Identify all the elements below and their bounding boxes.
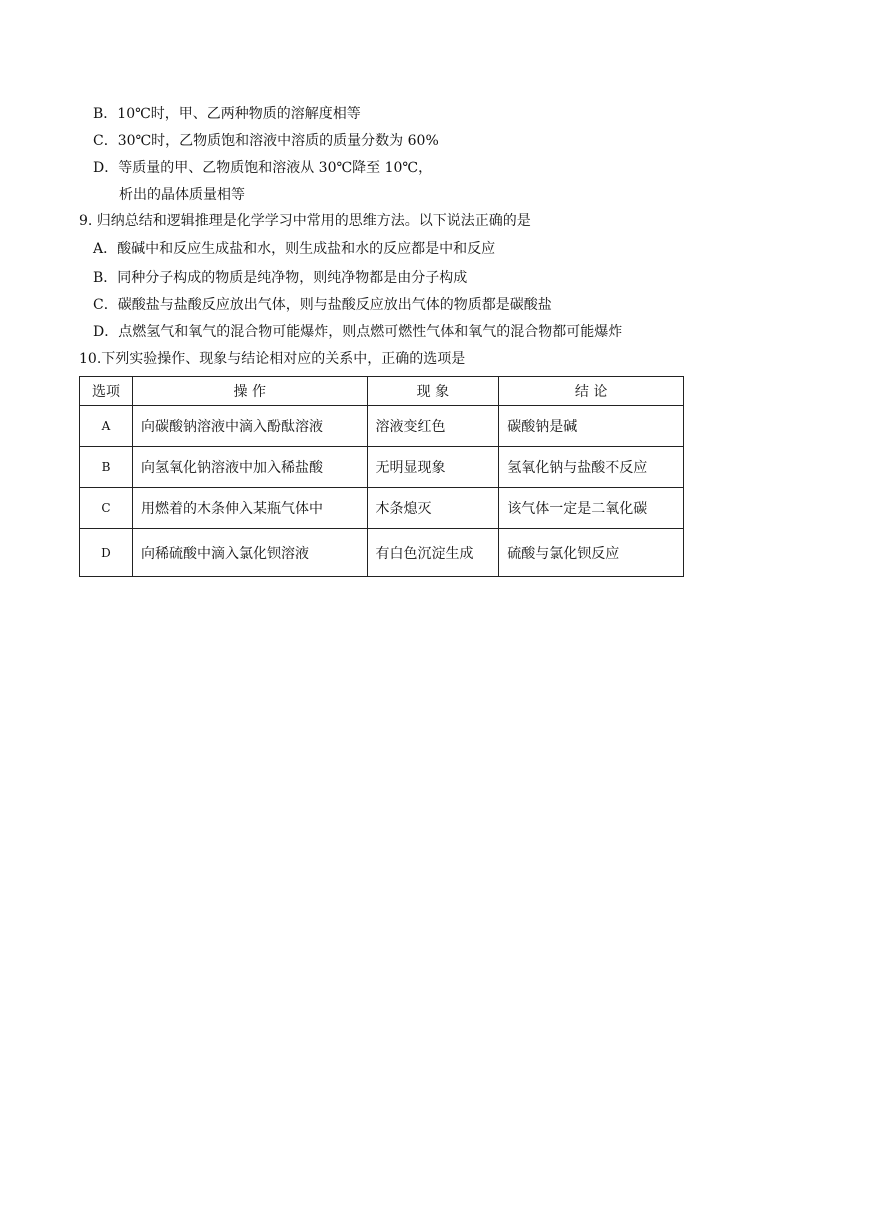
- q9-option-d: D．点燃氢气和氧气的混合物可能爆炸，则点燃可燃性气体和氧气的混合物都可能爆炸: [93, 324, 623, 340]
- q9-option-a: A．酸碱中和反应生成盐和水，则生成盐和水的反应都是中和反应: [93, 241, 496, 257]
- row-option: A: [80, 406, 133, 447]
- row-phenomenon: 木条熄灭: [367, 488, 499, 529]
- row-operation: 向氢氧化钠溶液中加入稀盐酸: [132, 447, 367, 488]
- row-phenomenon: 溶液变红色: [367, 406, 499, 447]
- row-operation: 向稀硫酸中滴入氯化钡溶液: [132, 529, 367, 577]
- header-option: 选项: [80, 377, 133, 406]
- q9-option-c: C．碳酸盐与盐酸反应放出气体，则与盐酸反应放出气体的物质都是碳酸盐: [93, 297, 552, 313]
- q8-option-b: B．10℃时，甲、乙两种物质的溶解度相等: [93, 106, 361, 122]
- row-option: D: [80, 529, 133, 577]
- table-header-row: [80, 377, 684, 406]
- table-row: [80, 529, 684, 577]
- header-phenomenon: 现 象: [367, 377, 499, 406]
- row-conclusion: 硫酸与氯化钡反应: [499, 529, 684, 577]
- row-phenomenon: 无明显现象: [367, 447, 499, 488]
- q10-stem: 10.下列实验操作、现象与结论相对应的关系中，正确的选项是: [79, 351, 466, 367]
- table-row: [80, 447, 684, 488]
- row-phenomenon: 有白色沉淀生成: [367, 529, 499, 577]
- table-row: [80, 488, 684, 529]
- row-operation: 用燃着的木条伸入某瓶气体中: [132, 488, 367, 529]
- q9-stem: 9. 归纳总结和逻辑推理是化学学习中常用的思维方法。以下说法正确的是: [79, 213, 531, 229]
- row-operation: 向碳酸钠溶液中滴入酚酞溶液: [132, 406, 367, 447]
- header-conclusion: 结 论: [499, 377, 684, 406]
- table-row: [80, 406, 684, 447]
- row-conclusion: 碳酸钠是碱: [499, 406, 684, 447]
- q8-option-d-continuation: 析出的晶体质量相等: [119, 187, 245, 203]
- row-conclusion: 氢氧化钠与盐酸不反应: [499, 447, 684, 488]
- q9-option-b: B．同种分子构成的物质是纯净物，则纯净物都是由分子构成: [93, 270, 468, 286]
- q8-option-d: D．等质量的甲、乙物质饱和溶液从 30℃降至 10℃，: [93, 160, 433, 176]
- q8-option-c: C．30℃时，乙物质饱和溶液中溶质的质量分数为 60%: [93, 133, 439, 149]
- header-operation: 操 作: [132, 377, 367, 406]
- row-option: B: [80, 447, 133, 488]
- experiment-table: [79, 376, 684, 577]
- row-option: C: [80, 488, 133, 529]
- row-conclusion: 该气体一定是二氧化碳: [499, 488, 684, 529]
